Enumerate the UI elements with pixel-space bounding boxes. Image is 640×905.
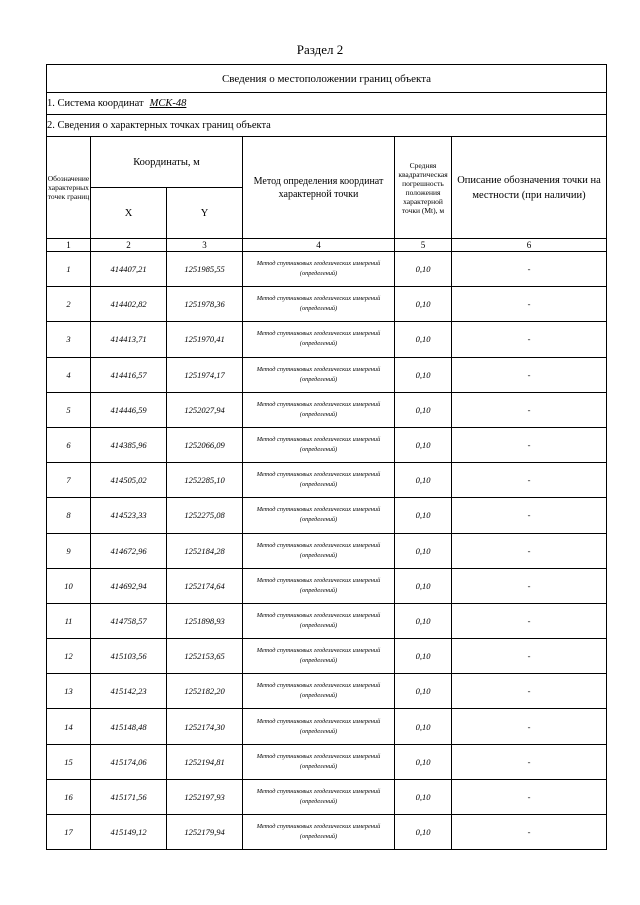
coord-x: 415149,12 bbox=[91, 815, 167, 850]
point-number: 1 bbox=[47, 252, 91, 287]
table-row bbox=[47, 639, 607, 674]
table-row bbox=[47, 392, 607, 427]
header-x: X bbox=[91, 188, 167, 239]
accuracy: 0,10 bbox=[395, 639, 452, 674]
coord-x: 414672,96 bbox=[91, 533, 167, 568]
header-row-1 bbox=[47, 137, 607, 188]
accuracy: 0,10 bbox=[395, 392, 452, 427]
point-number: 3 bbox=[47, 322, 91, 357]
coord-y: 1252184,28 bbox=[167, 533, 243, 568]
method: Метод спутниковых геодезических измерений (определений) bbox=[243, 639, 395, 674]
accuracy: 0,10 bbox=[395, 252, 452, 287]
method: Метод спутниковых геодезических измерений (определений) bbox=[243, 392, 395, 427]
boundary-points-table bbox=[46, 64, 607, 850]
column-number: 3 bbox=[167, 239, 243, 252]
table-row bbox=[47, 568, 607, 603]
accuracy: 0,10 bbox=[395, 603, 452, 638]
point-number: 8 bbox=[47, 498, 91, 533]
points-title-row bbox=[47, 115, 607, 137]
description: - bbox=[452, 674, 607, 709]
column-number: 2 bbox=[91, 239, 167, 252]
coord-y: 1252275,08 bbox=[167, 498, 243, 533]
table-row bbox=[47, 427, 607, 462]
method: Метод спутниковых геодезических измерений (определений) bbox=[243, 674, 395, 709]
point-number: 9 bbox=[47, 533, 91, 568]
table-row bbox=[47, 463, 607, 498]
coord-y: 1251978,36 bbox=[167, 287, 243, 322]
description: - bbox=[452, 252, 607, 287]
coord-x: 415171,56 bbox=[91, 779, 167, 814]
description: - bbox=[452, 357, 607, 392]
header-y: Y bbox=[167, 188, 243, 239]
description: - bbox=[452, 815, 607, 850]
point-number: 7 bbox=[47, 463, 91, 498]
coord-x: 414402,82 bbox=[91, 287, 167, 322]
method: Метод спутниковых геодезических измерений (определений) bbox=[243, 779, 395, 814]
point-number: 10 bbox=[47, 568, 91, 603]
description: - bbox=[452, 603, 607, 638]
coord-y: 1252174,30 bbox=[167, 709, 243, 744]
coord-x: 414446,59 bbox=[91, 392, 167, 427]
coord-y: 1251970,41 bbox=[167, 322, 243, 357]
coord-y: 1251898,93 bbox=[167, 603, 243, 638]
table-row bbox=[47, 533, 607, 568]
coord-y: 1252027,94 bbox=[167, 392, 243, 427]
description: - bbox=[452, 322, 607, 357]
method: Метод спутниковых геодезических измерений (определений) bbox=[243, 533, 395, 568]
point-number: 13 bbox=[47, 674, 91, 709]
column-number: 4 bbox=[243, 239, 395, 252]
table-row bbox=[47, 498, 607, 533]
accuracy: 0,10 bbox=[395, 744, 452, 779]
description: - bbox=[452, 287, 607, 322]
description: - bbox=[452, 779, 607, 814]
table-row bbox=[47, 322, 607, 357]
coord-y: 1252285,10 bbox=[167, 463, 243, 498]
header-accuracy: Средняя квадратическая погрешность положения характерной точки (Mt), м bbox=[395, 137, 452, 239]
method: Метод спутниковых геодезических измерений (определений) bbox=[243, 568, 395, 603]
method: Метод спутниковых геодезических измерений (определений) bbox=[243, 252, 395, 287]
coord-x: 415142,23 bbox=[91, 674, 167, 709]
point-number: 5 bbox=[47, 392, 91, 427]
table-row bbox=[47, 287, 607, 322]
coord-y: 1252179,94 bbox=[167, 815, 243, 850]
coord-x: 414407,21 bbox=[91, 252, 167, 287]
table-row bbox=[47, 709, 607, 744]
accuracy: 0,10 bbox=[395, 427, 452, 462]
accuracy: 0,10 bbox=[395, 674, 452, 709]
section-title: Раздел 2 bbox=[296, 42, 344, 57]
accuracy: 0,10 bbox=[395, 463, 452, 498]
column-number: 1 bbox=[47, 239, 91, 252]
description: - bbox=[452, 392, 607, 427]
coord-x: 415148,48 bbox=[91, 709, 167, 744]
description: - bbox=[452, 744, 607, 779]
coord-x: 414758,57 bbox=[91, 603, 167, 638]
coord-x: 414692,94 bbox=[91, 568, 167, 603]
coord-x: 414416,57 bbox=[91, 357, 167, 392]
coord-y: 1251974,17 bbox=[167, 357, 243, 392]
coord-system-name: МСК-48 bbox=[149, 98, 187, 109]
coord-y: 1252194,81 bbox=[167, 744, 243, 779]
method: Метод спутниковых геодезических измерений (определений) bbox=[243, 744, 395, 779]
method: Метод спутниковых геодезических измерений (определений) bbox=[243, 709, 395, 744]
column-number: 5 bbox=[395, 239, 452, 252]
point-number: 2 bbox=[47, 287, 91, 322]
point-number: 17 bbox=[47, 815, 91, 850]
coord-x: 414413,71 bbox=[91, 322, 167, 357]
coord-system-label: 1. Система координат bbox=[47, 98, 144, 109]
coord-y: 1252182,20 bbox=[167, 674, 243, 709]
table-row bbox=[47, 252, 607, 287]
accuracy: 0,10 bbox=[395, 533, 452, 568]
accuracy: 0,10 bbox=[395, 779, 452, 814]
table-row bbox=[47, 744, 607, 779]
table-title: Сведения о местоположении границ объекта bbox=[47, 65, 607, 93]
point-number: 11 bbox=[47, 603, 91, 638]
coord-y: 1252197,93 bbox=[167, 779, 243, 814]
accuracy: 0,10 bbox=[395, 287, 452, 322]
header-description: Описание обозначения точки на местности (при наличии) bbox=[452, 137, 607, 239]
description: - bbox=[452, 533, 607, 568]
description: - bbox=[452, 709, 607, 744]
header-method: Метод определения координат характерной точки bbox=[243, 137, 395, 239]
accuracy: 0,10 bbox=[395, 709, 452, 744]
column-number: 6 bbox=[452, 239, 607, 252]
description: - bbox=[452, 427, 607, 462]
header-designation: Обозначение характерных точек границ bbox=[47, 137, 91, 239]
description: - bbox=[452, 568, 607, 603]
table-row bbox=[47, 815, 607, 850]
coord-x: 414505,02 bbox=[91, 463, 167, 498]
coord-y: 1252174,64 bbox=[167, 568, 243, 603]
coord-system-row bbox=[47, 93, 607, 115]
point-number: 6 bbox=[47, 427, 91, 462]
method: Метод спутниковых геодезических измерений (определений) bbox=[243, 322, 395, 357]
accuracy: 0,10 bbox=[395, 498, 452, 533]
point-number: 16 bbox=[47, 779, 91, 814]
point-number: 12 bbox=[47, 639, 91, 674]
point-number: 14 bbox=[47, 709, 91, 744]
coord-x: 415103,56 bbox=[91, 639, 167, 674]
point-number: 4 bbox=[47, 357, 91, 392]
method: Метод спутниковых геодезических измерений (определений) bbox=[243, 498, 395, 533]
description: - bbox=[452, 498, 607, 533]
coord-y: 1252066,09 bbox=[167, 427, 243, 462]
method: Метод спутниковых геодезических измерений (определений) bbox=[243, 287, 395, 322]
description: - bbox=[452, 639, 607, 674]
table-row bbox=[47, 779, 607, 814]
accuracy: 0,10 bbox=[395, 568, 452, 603]
table-row bbox=[47, 357, 607, 392]
method: Метод спутниковых геодезических измерений (определений) bbox=[243, 427, 395, 462]
table-row bbox=[47, 603, 607, 638]
coord-x: 414385,96 bbox=[91, 427, 167, 462]
accuracy: 0,10 bbox=[395, 357, 452, 392]
coord-y: 1252153,65 bbox=[167, 639, 243, 674]
method: Метод спутниковых геодезических измерений (определений) bbox=[243, 463, 395, 498]
accuracy: 0,10 bbox=[395, 815, 452, 850]
method: Метод спутниковых геодезических измерений (определений) bbox=[243, 815, 395, 850]
column-number-row bbox=[47, 239, 607, 252]
method: Метод спутниковых геодезических измерений (определений) bbox=[243, 603, 395, 638]
points-title: 2. Сведения о характерных точках границ объекта bbox=[47, 115, 607, 137]
table-title-row bbox=[47, 65, 607, 93]
point-number: 15 bbox=[47, 744, 91, 779]
accuracy: 0,10 bbox=[395, 322, 452, 357]
table-row bbox=[47, 674, 607, 709]
method: Метод спутниковых геодезических измерений (определений) bbox=[243, 357, 395, 392]
header-coordinates: Координаты, м bbox=[91, 137, 243, 188]
description: - bbox=[452, 463, 607, 498]
coord-x: 414523,33 bbox=[91, 498, 167, 533]
coord-x: 415174,06 bbox=[91, 744, 167, 779]
coord-y: 1251985,55 bbox=[167, 252, 243, 287]
